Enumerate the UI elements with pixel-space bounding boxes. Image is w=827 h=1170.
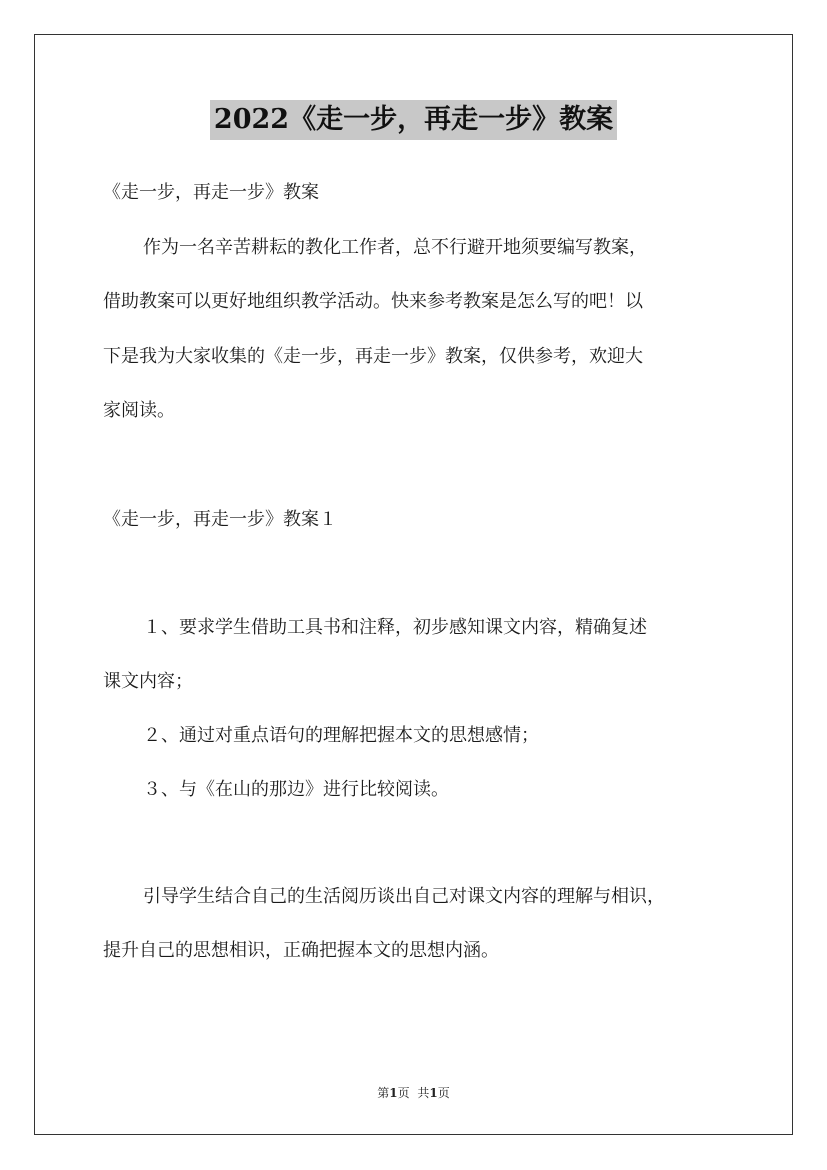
goal-line-4: ３、与《在山的那边》进行比较阅读。 [143,779,449,800]
title-container [0,100,827,140]
footer-total-number: 1 [429,1086,438,1100]
footer-prefix: 第 [377,1086,390,1100]
goal-line-1: １、要求学生借助工具书和注释，初步感知课文内容，精确复述 [143,617,647,638]
intro-line-4: 家阅读。 [103,400,175,421]
goal-line-3: ２、通过对重点语句的理解把握本文的思想感情； [143,725,539,746]
document-subtitle: 《走一步，再走一步》教案 [103,182,319,203]
goal-line-2: 课文内容； [103,671,193,692]
intro-line-1: 作为一名辛苦耕耘的教化工作者，总不行避开地须要编写教案， [143,237,647,258]
intro-line-3: 下是我为大家收集的《走一步，再走一步》教案，仅供参考，欢迎大 [103,346,643,367]
footer-page-number: 1 [389,1086,398,1100]
document-title: 2022《走一步，再走一步》教案 [210,100,617,140]
intro-line-2: 借助教案可以更好地组织教学活动。快来参考教案是怎么写的吧！以 [103,291,643,312]
section-heading: 《走一步，再走一步》教案１ [103,509,337,530]
footer-total-suffix: 页 [437,1086,450,1100]
guide-line-1: 引导学生结合自己的生活阅历谈出自己对课文内容的理解与相识， [143,886,665,907]
footer-page-suffix: 页 [397,1086,410,1100]
guide-line-2: 提升自己的思想相识，正确把握本文的思想内涵。 [103,940,499,961]
footer-total-prefix: 共 [417,1086,430,1100]
page-footer [0,1084,827,1101]
